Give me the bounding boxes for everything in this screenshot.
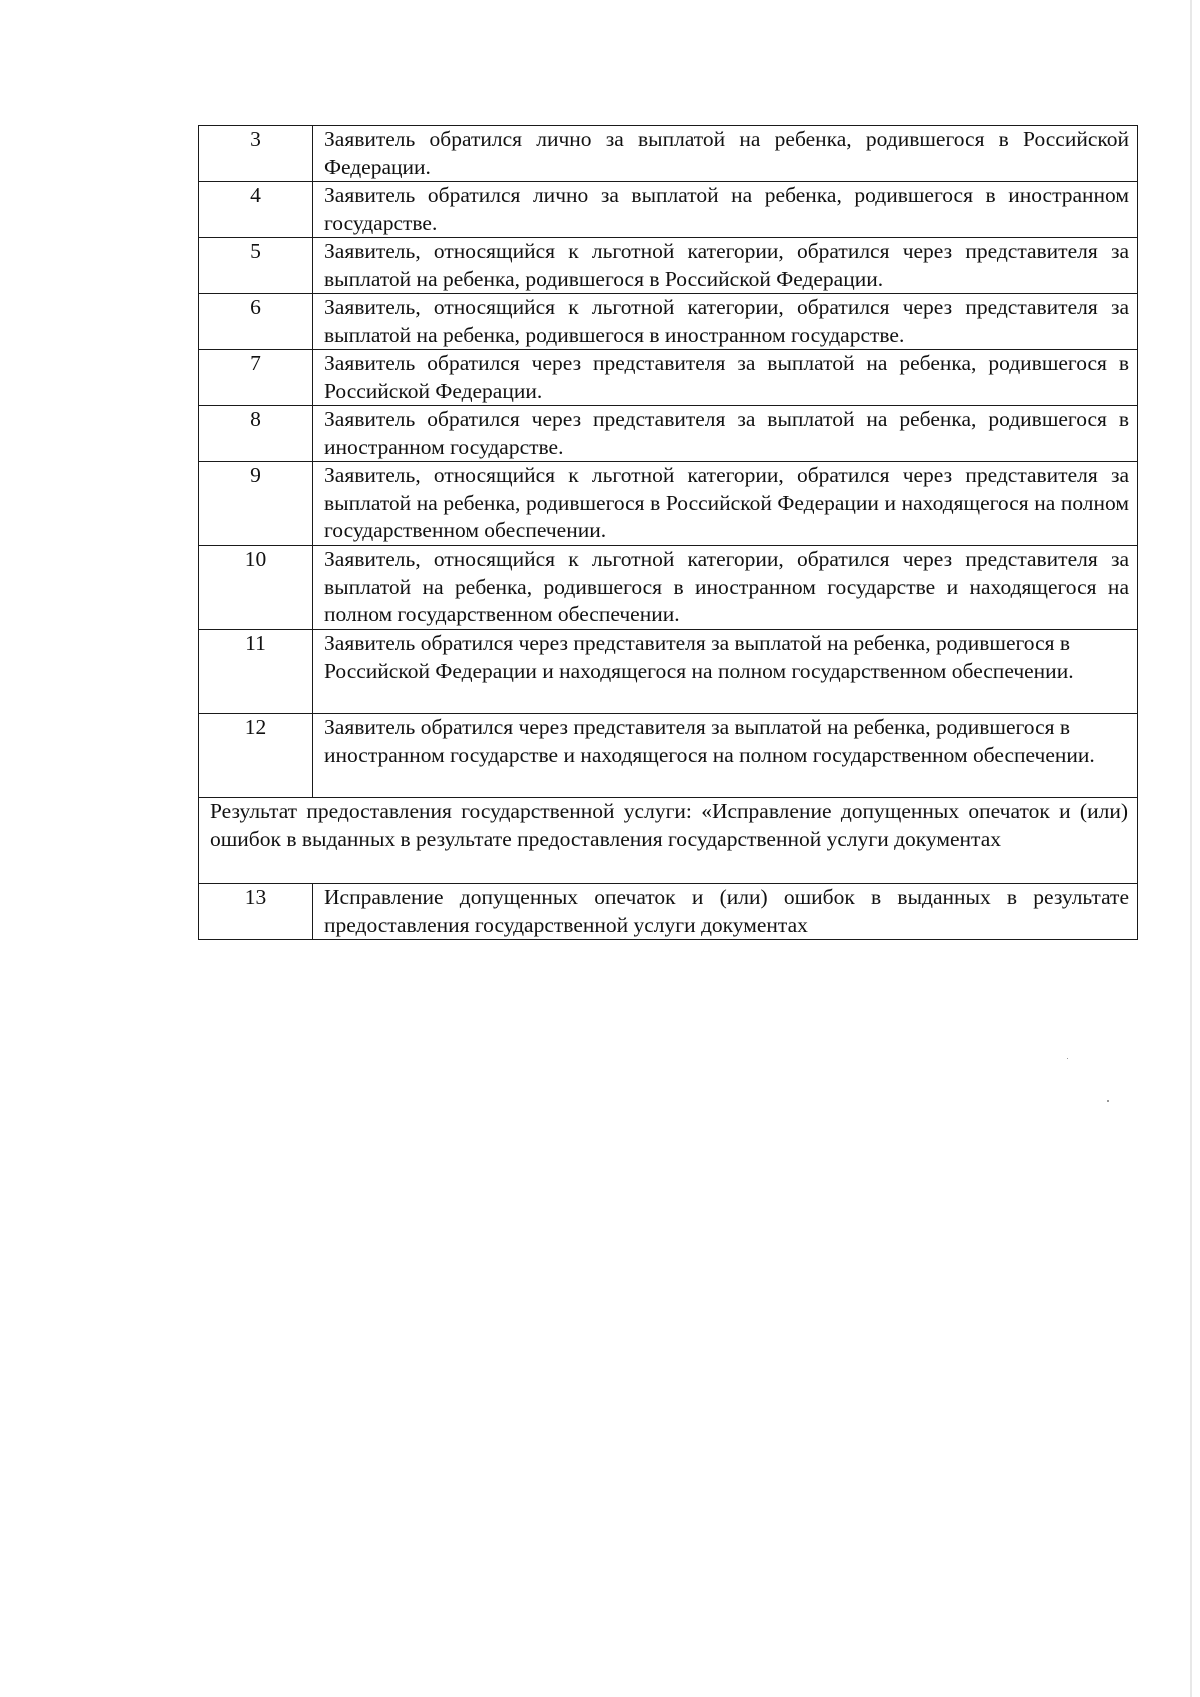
table-row xyxy=(199,126,1138,182)
table-row xyxy=(199,350,1138,406)
row-number: 7 xyxy=(199,350,313,406)
row-description: Заявитель обратился через представителя за выплатой на ребенка, родившегося в Российской Федерации. xyxy=(313,350,1138,406)
row-description: Заявитель обратился лично за выплатой на ребенка, родившегося в Российской Федерации. xyxy=(313,126,1138,182)
row-description: Заявитель обратился через представителя за выплатой на ребенка, родившегося в Российской Федерации и находящегося на полном государственном обеспечении. xyxy=(313,630,1138,714)
row-description: Заявитель, относящийся к льготной категории, обратился через представителя за выплатой на ребенка, родившегося в Российской Федерации и находящегося на полном государственном обеспечении. xyxy=(313,462,1138,546)
row-description: Заявитель, относящийся к льготной категории, обратился через представителя за выплатой на ребенка, родившегося в иностранном государстве. xyxy=(313,294,1138,350)
row-number: 11 xyxy=(199,630,313,714)
row-description: Заявитель обратился лично за выплатой на ребенка, родившегося в иностранном государстве. xyxy=(313,182,1138,238)
scan-edge xyxy=(1190,0,1192,1697)
row-number: 4 xyxy=(199,182,313,238)
scan-speck xyxy=(1107,1100,1109,1102)
row-number: 10 xyxy=(199,546,313,630)
row-number: 9 xyxy=(199,462,313,546)
table-row xyxy=(199,714,1138,798)
table-row xyxy=(199,182,1138,238)
table-row xyxy=(199,238,1138,294)
row-description: Исправление допущенных опечаток и (или) ошибок в выданных в результате предоставления государственной услуги документах xyxy=(313,884,1138,940)
table-row xyxy=(199,546,1138,630)
table-row xyxy=(199,294,1138,350)
variants-table xyxy=(198,125,1138,940)
table-row xyxy=(199,406,1138,462)
row-description: Заявитель обратился через представителя за выплатой на ребенка, родившегося в иностранном государстве. xyxy=(313,406,1138,462)
row-number: 12 xyxy=(199,714,313,798)
row-description: Заявитель, относящийся к льготной категории, обратился через представителя за выплатой на ребенка, родившегося в Российской Федерации. xyxy=(313,238,1138,294)
row-description: Заявитель обратился через представителя за выплатой на ребенка, родившегося в иностранном государстве и находящегося на полном государственном обеспечении. xyxy=(313,714,1138,798)
row-number: 5 xyxy=(199,238,313,294)
section-row xyxy=(199,798,1138,884)
table-row xyxy=(199,462,1138,546)
row-number: 3 xyxy=(199,126,313,182)
row-number: 8 xyxy=(199,406,313,462)
scan-speck xyxy=(1067,1058,1068,1059)
row-number: 13 xyxy=(199,884,313,940)
section-heading: Результат предоставления государственной услуги: «Исправление допущенных опечаток и (или) ошибок в выданных в результате предоставления государственной услуги документах xyxy=(199,798,1138,884)
table-row xyxy=(199,884,1138,940)
row-number: 6 xyxy=(199,294,313,350)
row-description: Заявитель, относящийся к льготной категории, обратился через представителя за выплатой на ребенка, родившегося в иностранном государстве и находящегося на полном государственном обеспечении. xyxy=(313,546,1138,630)
table-row xyxy=(199,630,1138,714)
